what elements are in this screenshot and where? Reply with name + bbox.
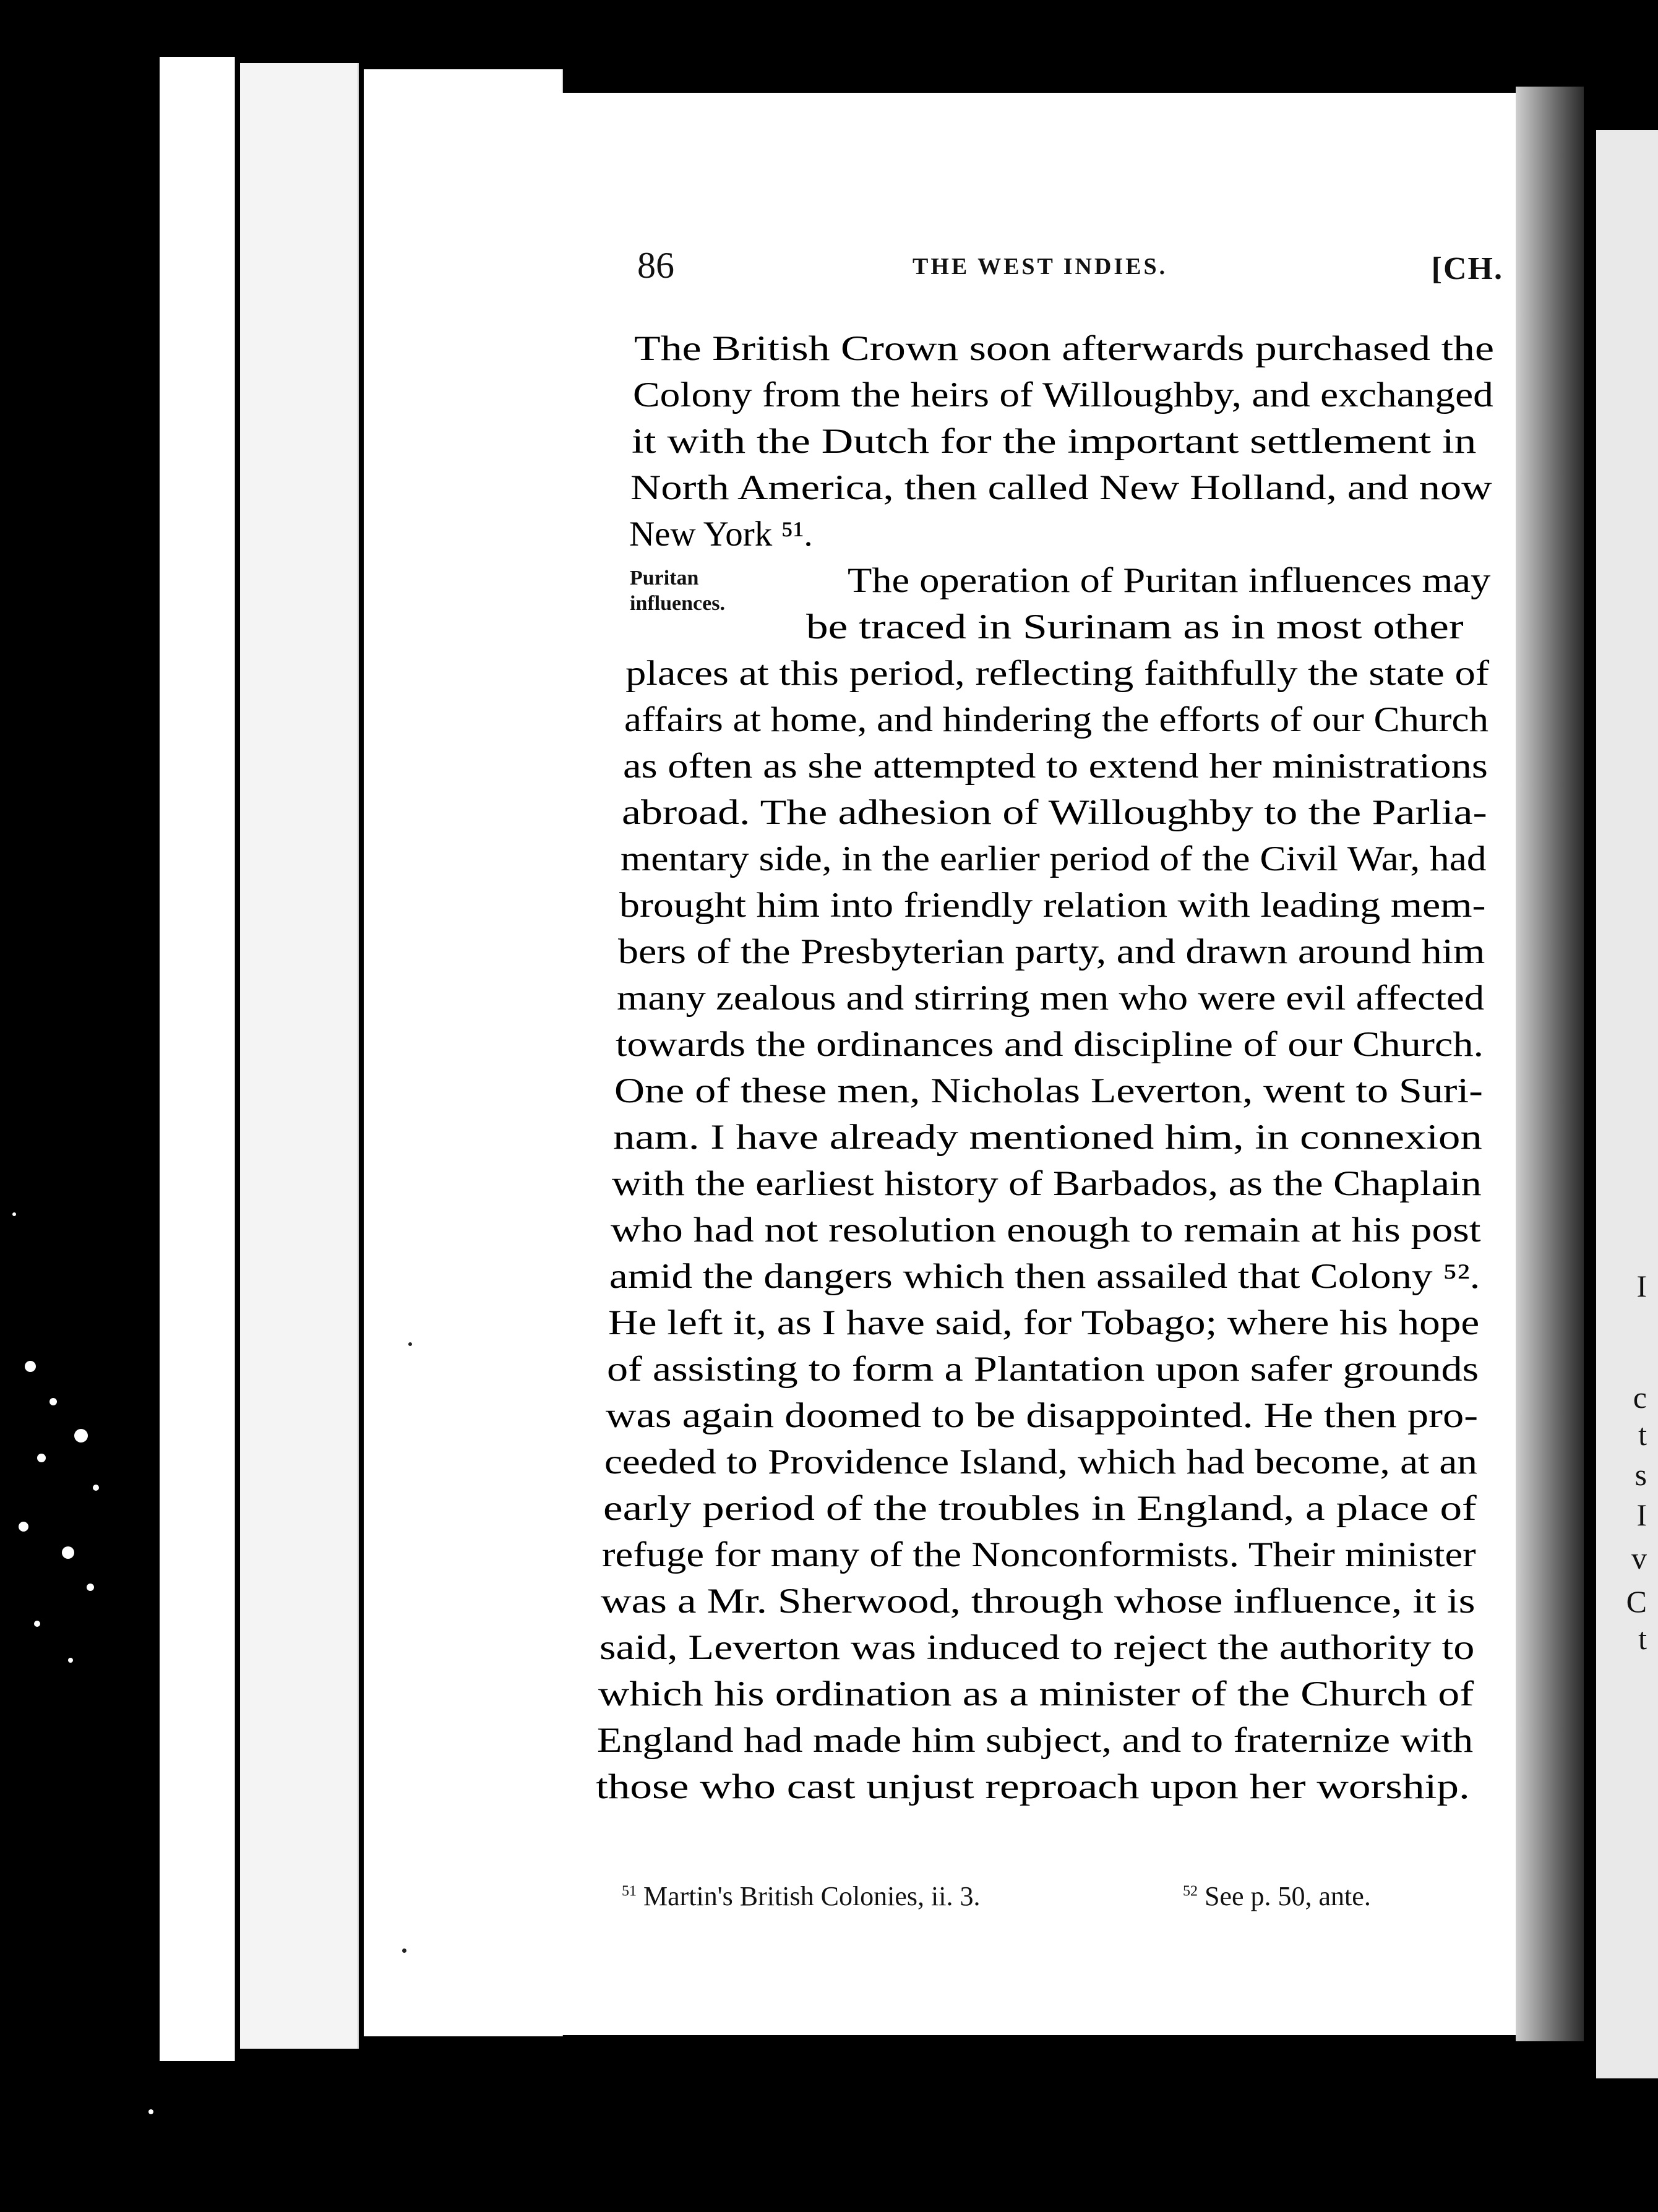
running-title: THE WEST INDIES. — [913, 254, 1168, 280]
text-line: was a Mr. Sherwood, through whose influence, it is — [601, 1582, 1475, 1621]
scan-speck — [34, 1621, 40, 1627]
text-line: The British Crown soon afterwards purchased the — [634, 329, 1494, 368]
scan-speck — [148, 2109, 153, 2114]
text-line: He left it, as I have said, for Tobago; where his hope — [608, 1303, 1480, 1342]
scan-speck — [93, 1485, 99, 1491]
facing-page-sliver — [1596, 130, 1658, 2078]
text-line: of assisting to form a Plantation upon safer grounds — [607, 1350, 1479, 1389]
text-line: those who cast unjust reproach upon her worship. — [596, 1767, 1470, 1806]
text-line: ceeded to Providence Island, which had become, at an — [604, 1443, 1477, 1481]
text-line: abroad. The adhesion of Willoughby to the Parlia- — [622, 793, 1487, 832]
page-edge-strip — [160, 57, 235, 2061]
text-line: as often as she attempted to extend her ministrations — [623, 747, 1488, 786]
chapter-mark: [CH. — [1431, 251, 1503, 286]
facing-page-fragment: s — [1634, 1457, 1647, 1492]
text-line: said, Leverton was induced to reject the authority to — [599, 1628, 1475, 1667]
scan-speck — [402, 1948, 406, 1953]
text-line: with the earliest history of Barbados, as the Chaplain — [612, 1164, 1482, 1203]
scan-speck — [37, 1454, 46, 1462]
marginal-note-line: influences. — [630, 591, 725, 615]
text-line: One of these men, Nicholas Leverton, went to Suri- — [614, 1071, 1483, 1110]
footnote-52 — [1183, 1880, 1371, 1912]
text-line: New York ⁵¹. — [629, 515, 813, 554]
scan-speck — [87, 1584, 94, 1591]
facing-page-fragment: t — [1638, 1417, 1647, 1452]
scan-speck — [25, 1361, 36, 1372]
marginal-note-line: Puritan — [630, 567, 699, 589]
footnote-text: Martin's British Colonies, ii. 3. — [643, 1881, 981, 1911]
scan-speck — [62, 1546, 74, 1559]
text-line: early period of the troubles in England, a place of — [603, 1489, 1477, 1528]
facing-page-fragment: c — [1633, 1380, 1647, 1415]
footnote-text: See p. 50, ante. — [1205, 1881, 1371, 1911]
text-line: mentary side, in the earlier period of the Civil War, had — [621, 839, 1487, 878]
text-line: towards the ordinances and discipline of our Church. — [616, 1025, 1484, 1064]
scan-speck — [68, 1658, 73, 1663]
text-line: Colony from the heirs of Willoughby, and exchanged — [633, 375, 1493, 414]
marginal-note — [630, 566, 725, 617]
text-line: North America, then called New Holland, and now — [630, 468, 1492, 507]
facing-page-fragment: t — [1638, 1621, 1647, 1656]
facing-page-fragment: I — [1636, 1269, 1647, 1303]
text-line: who had not resolution enough to remain at his post — [611, 1211, 1481, 1250]
footnote-51 — [622, 1880, 981, 1912]
text-line: affairs at home, and hindering the efforts of our Church — [624, 700, 1488, 739]
scan-speck — [12, 1212, 16, 1216]
facing-page-fragment: v — [1631, 1541, 1647, 1575]
running-header — [637, 244, 1503, 288]
page-number: 86 — [637, 245, 674, 286]
text-line: amid the dangers which then assailed that Colony ⁵². — [609, 1257, 1480, 1296]
text-line: many zealous and stirring men who were evil affected — [617, 979, 1485, 1018]
facing-page-fragment: I — [1636, 1498, 1647, 1532]
text-line: places at this period, reflecting faithfully the state of — [625, 654, 1490, 693]
text-line: which his ordination as a minister of the Church of — [598, 1674, 1474, 1713]
text-line: brought him into friendly relation with leading mem- — [619, 886, 1486, 925]
scan-speck — [19, 1522, 28, 1532]
text-line: refuge for many of the Nonconformists. Their minister — [602, 1535, 1476, 1574]
text-line: nam. I have already mentioned him, in connexion — [613, 1118, 1482, 1157]
footnote-mark: 51 — [622, 1883, 637, 1900]
text-line: bers of the Presbyterian party, and drawn around him — [618, 932, 1485, 971]
scan-speck — [408, 1342, 412, 1346]
text-line: it with the Dutch for the important settlement in — [632, 422, 1477, 461]
scan-speck — [74, 1429, 88, 1443]
text-line: England had made him subject, and to fraternize with — [597, 1721, 1474, 1760]
gutter-shadow — [1516, 87, 1584, 2041]
text-line: The operation of Puritan influences may — [848, 561, 1491, 600]
page-edge-strip — [240, 63, 359, 2049]
facing-page-fragment: C — [1626, 1584, 1647, 1619]
scan-speck — [49, 1398, 57, 1405]
text-line: be traced in Surinam as in most other — [806, 607, 1464, 646]
footnote-mark: 52 — [1183, 1883, 1198, 1900]
text-line: was again doomed to be disappointed. He then pro- — [606, 1396, 1479, 1435]
